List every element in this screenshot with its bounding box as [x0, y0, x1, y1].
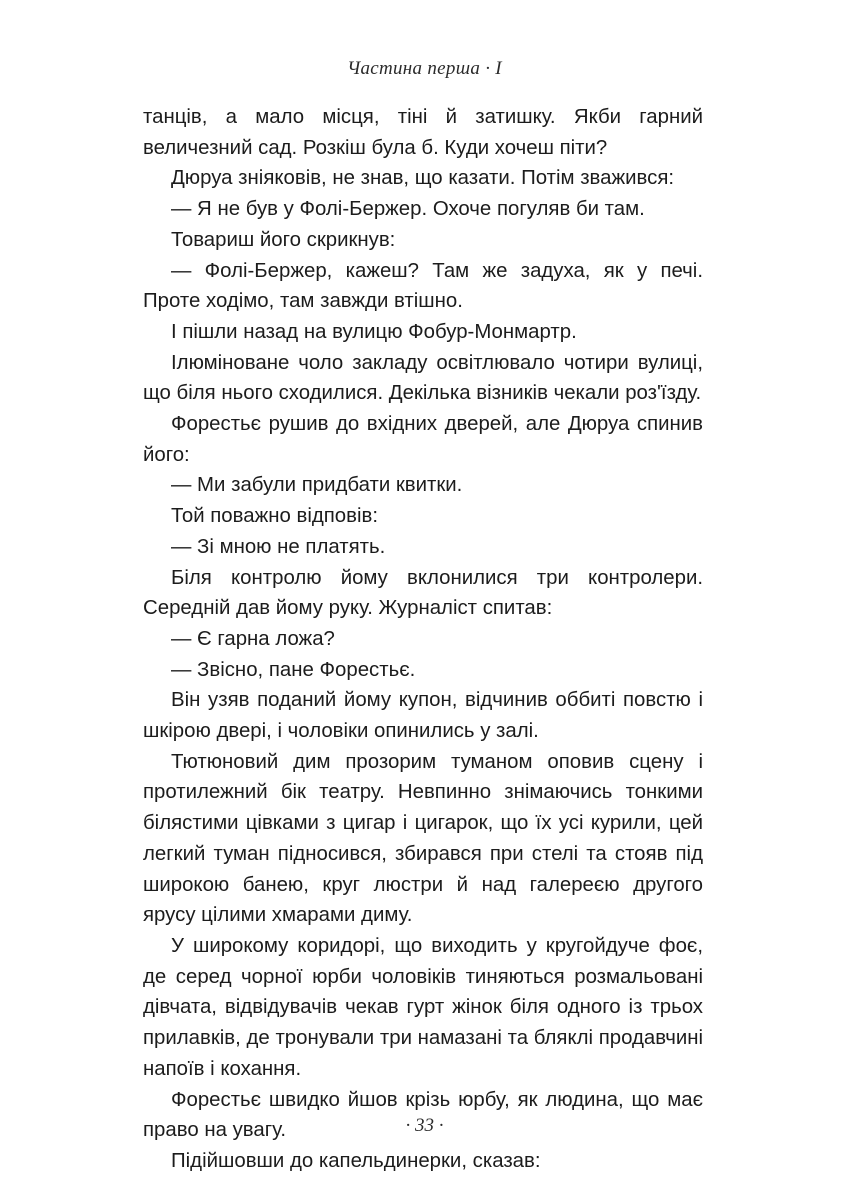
paragraph: Він узяв поданий йому купон, відчинив оббиті повстю і шкірою двері, і чоловіки опинились у залі.: [143, 689, 703, 743]
paragraph: Форестьє рушив до вхідних дверей, але Дюруа спинив його:: [143, 413, 703, 466]
dialogue-line: — Є гарна ложа?: [171, 627, 335, 650]
paragraph-continuation: танців, а мало місця, тіні й затишку. Якби гарний величезний сад. Розкіш була б. Куди хочеш піти?: [143, 106, 703, 159]
paragraph: І пішли назад на вулицю Фобур-Монмартр.: [171, 320, 577, 343]
paragraph: Підійшовши до капельдинерки, сказав:: [171, 1149, 541, 1172]
paragraph: У широкому коридорі, що виходить у кругойдуче фоє, де серед чорної юрби чоловіків тиняються розмальовані дівчата, відвідувачів чекав гурт жінок біля одного із трьох прилавків, де тронували три намазані та бляклі продавчині напоїв і кохання.: [143, 934, 703, 1080]
dialogue-line: — Зі мною не платять.: [171, 535, 386, 558]
dialogue-line: — Я не був у Фолі-Бержер. Охоче погуляв би там.: [171, 198, 645, 221]
dialogue-line: — Фолі-Бержер, кажеш? Там же задуха, як у печі. Проте ходімо, там завжди втішно.: [143, 259, 703, 313]
paragraph: Дюруа зніяковів, не знав, що казати. Потім зважився:: [171, 167, 675, 190]
running-header: Частина перша · I: [347, 58, 502, 79]
paragraph: Той поважно відповів:: [171, 505, 378, 528]
paragraph: Тютюновий дим прозорим туманом оповив сцену і протилежний бік театру. Невпинно знімаючись тонкими білястими цівками з цигар і цигарок, що їх усі курили, цей легкий туман підносився, збирався при стелі та стояв під широкою банею, круг люстри й над галереєю другого ярусу цілими хмарами диму.: [143, 750, 703, 927]
body-text: [143, 102, 703, 1177]
paragraph: Ілюміноване чоло закладу освітлювало чотири вулиці, що біля нього сходилися. Декілька візників чекали роз'їзду.: [143, 351, 703, 405]
dialogue-line: — Звісно, пане Форестьє.: [171, 658, 416, 681]
paragraph: Біля контролю йому вклонилися три контролери. Середній дав йому руку. Журналіст спитав:: [143, 566, 703, 620]
dialogue-line: — Ми забули придбати квитки.: [171, 474, 463, 497]
page-number: · 33 ·: [405, 1115, 444, 1136]
paragraph: Товариш його скрикнув:: [171, 228, 396, 251]
paragraph: Форестьє швидко йшов крізь юрбу, як людина, що має право на увагу.: [143, 1088, 703, 1142]
